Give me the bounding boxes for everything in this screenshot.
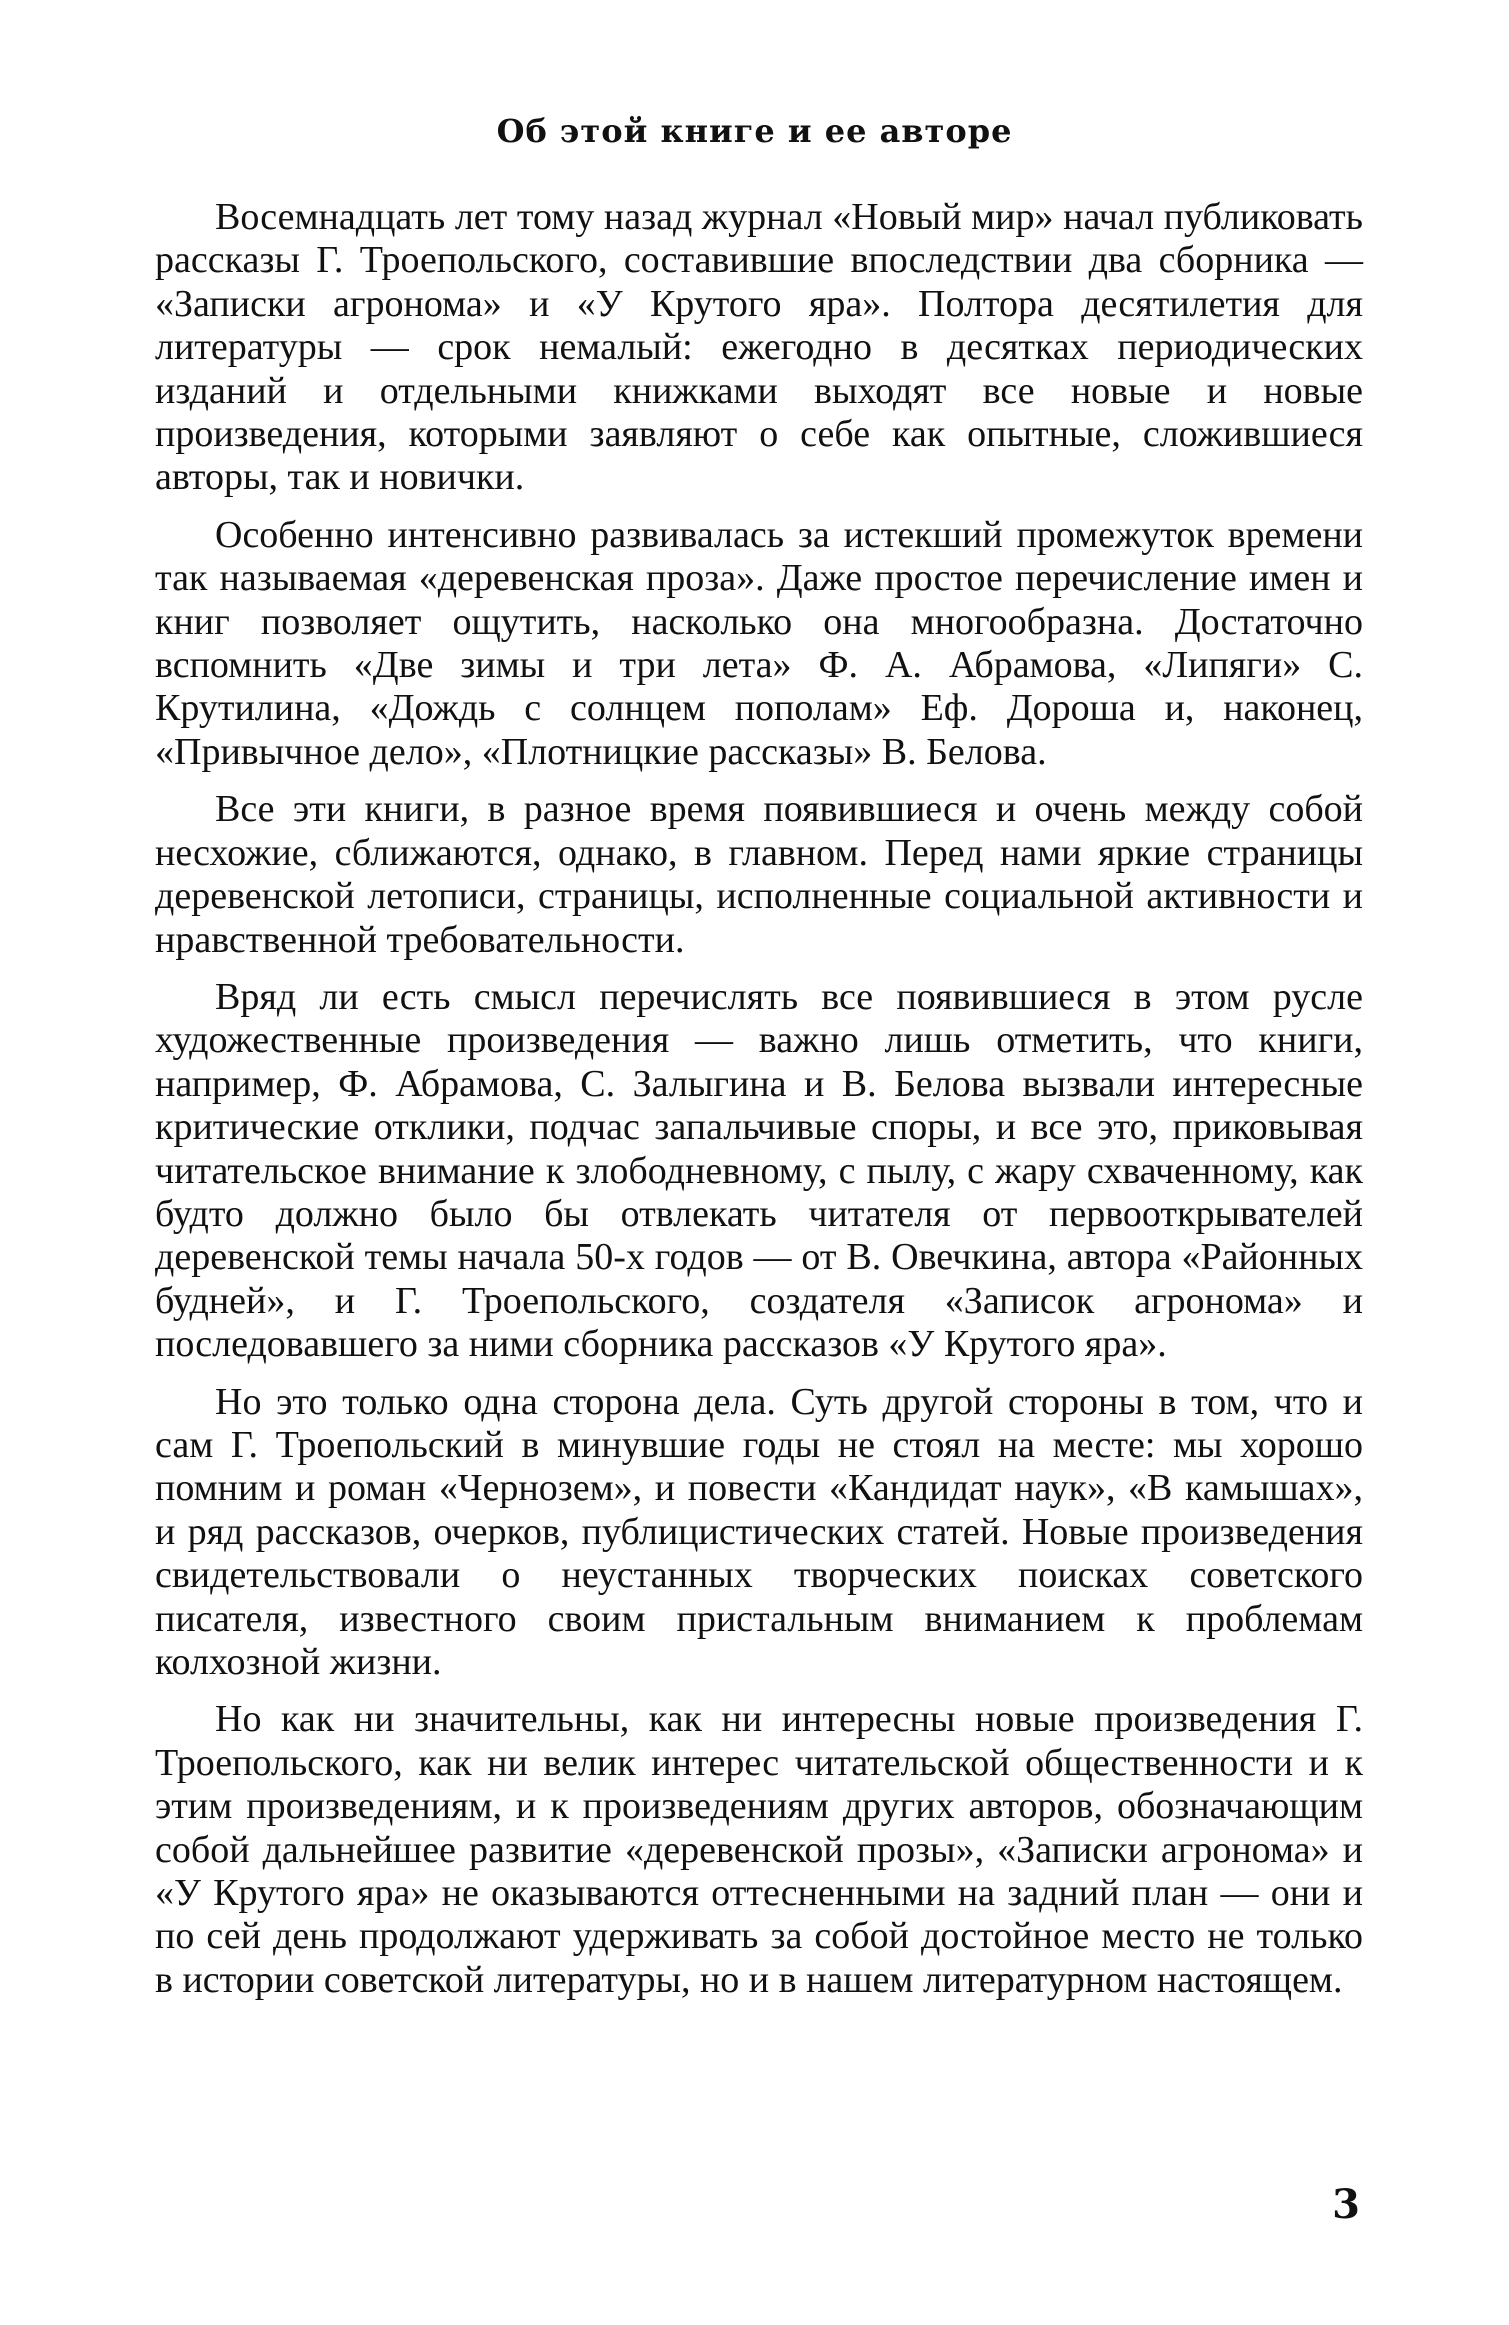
paragraph-5: Но это только одна сторона дела. Суть другой стороны в том, что и сам Г. Троепольский в минувшие годы не стоял на месте: мы хорошо помним и роман «Чернозем», и повести «Кандидат наук», «В камышах», и ряд рассказов, очерков, публицистических статей. Новые произведения свидетельствовали о неустанных творческих поисках советского писателя, известного своим пристальным вниманием к проблемам колхозной жизни. <box>155 1380 1363 1683</box>
page-title: Об этой книге и ее авторе <box>496 112 1013 150</box>
paragraph-6: Но как ни значительны, как ни интересны новые произведения Г. Троепольского, как ни велик интерес читательской общественности и к этим произведениям, и к произведениям других авторов, обозначающим собой дальнейшее развитие «деревенской прозы», «Записки агронома» и «У Крутого яра» не оказываются оттесненными на задний план — они и по сей день продолжают удерживать за собой достойное место не только в истории советской литературы, но и в нашем литературном настоящем. <box>155 1698 1363 2001</box>
body-text <box>155 196 1363 2016</box>
paragraph-2: Особенно интенсивно развивалась за истекший промежуток времени так называемая «деревенская проза». Даже простое перечисление имен и книг позволяет ощутить, насколько она многообразна. Достаточно вспомнить «Две зимы и три лета» Ф. А. Абрамова, «Липяги» С. Крутилина, «Дождь с солнцем пополам» Еф. Дороша и, наконец, «Привычное дело», «Плотницкие рассказы» В. Белова. <box>155 513 1363 773</box>
paragraph-1: Восемнадцать лет тому назад журнал «Новый мир» начал публиковать рассказы Г. Троепольского, составившие впоследствии два сборника — «Записки агронома» и «У Крутого яра». Полтора десятилетия для литературы — срок немалый: ежегодно в десятках периодических изданий и отдельными книжками выходят все новые и новые произведения, которыми заявляют о себе как опытные, сложившиеся авторы, так и новички. <box>155 196 1363 499</box>
paragraph-3: Все эти книги, в разное время появившиеся и очень между собой несхожие, сближаются, однако, в главном. Перед нами яркие страницы деревенской летописи, страницы, исполненные социальной активности и нравственной требовательности. <box>155 788 1363 961</box>
paragraph-4: Вряд ли есть смысл перечислять все появившиеся в этом русле художественные произведения — важно лишь отметить, что книги, например, Ф. Абрамова, С. Залыгина и В. Белова вызвали интересные критические отклики, подчас запальчивые споры, и все это, приковывая читательское внимание к злободневному, с пылу, с жару схваченному, как будто должно было бы отвлекать читателя от первооткрывателей деревенской темы начала 50-х годов — от В. Овечкина, автора «Районных будней», и Г. Троепольского, создателя «Записок агронома» и последовавшего за ними сборника рассказов «У Крутого яра». <box>155 975 1363 1366</box>
page-number: 3 <box>1332 2181 1360 2228</box>
